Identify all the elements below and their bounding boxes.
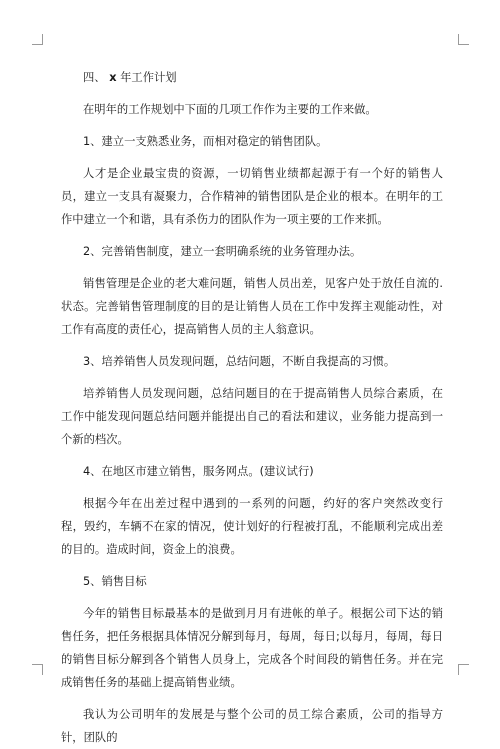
item-5-heading: 5、销售目标 xyxy=(83,575,147,588)
intro-paragraph: 在明年的工作规划中下面的几项工作作为主要的工作来做。 xyxy=(83,103,377,116)
heading-year-placeholder: x xyxy=(109,71,117,84)
crop-mark-top-right xyxy=(458,34,469,45)
closing-paragraph: 我认为公司明年的发展是与整个公司的员工综合素质，公司的指导方针，团队的 xyxy=(61,708,443,744)
item-4-body: 根据今年在出差过程中遇到的一系列的问题，约好的客户突然改变行程，毁约，车辆不在家的情况，使计划好的行程被打乱，不能顺利完成出差的目的。造成时间，资金上的浪费。 xyxy=(61,497,443,556)
crop-mark-top-left xyxy=(32,34,43,45)
crop-mark-bottom-right xyxy=(458,664,469,675)
item-1-heading: 1、建立一支熟悉业务，而相对稳定的销售团队。 xyxy=(83,135,328,148)
document-body xyxy=(61,66,443,749)
crop-mark-bottom-left xyxy=(32,664,43,675)
heading-prefix: 四、 xyxy=(83,71,106,84)
item-2-body: 销售管理是企业的老大难问题，销售人员出差，见客户处于放任自流的.状态。完善销售管理制度的目的是让销售人员在工作中发挥主观能动性，对工作有高度的责任心，提高销售人员的主人翁意识。 xyxy=(61,277,443,336)
item-4-heading: 4、在地区市建立销售，服务网点。(建议试行) xyxy=(83,465,314,478)
item-3-body: 培养销售人员发现问题，总结问题目的在于提高销售人员综合素质，在工作中能发现问题总结问题并能提出自己的看法和建议，业务能力提高到一个新的档次。 xyxy=(61,387,443,446)
heading-text: 年工作计划 xyxy=(120,71,177,84)
item-1-body: 人才是企业最宝贵的资源，一切销售业绩都起源于有一个好的销售人员，建立一支具有凝聚力，合作精神的销售团队是企业的根本。在明年的工作中建立一个和谐，具有杀伤力的团队作为一项主要的工作来抓。 xyxy=(61,167,443,226)
item-5-body: 今年的销售目标最基本的是做到月月有进帐的单子。根据公司下达的销售任务，把任务根据具体情况分解到每月，每周，每日;以每月，每周，每日的销售目标分解到各个销售人员身上，完成各个时间段的销售任务。并在完成销售任务的基础上提高销售业绩。 xyxy=(61,607,443,689)
item-3-heading: 3、培养销售人员发现问题，总结问题，不断自我提高的习惯。 xyxy=(83,355,396,368)
section-heading xyxy=(61,66,443,89)
item-2-heading: 2、完善销售制度，建立一套明确系统的业务管理办法。 xyxy=(83,245,362,258)
